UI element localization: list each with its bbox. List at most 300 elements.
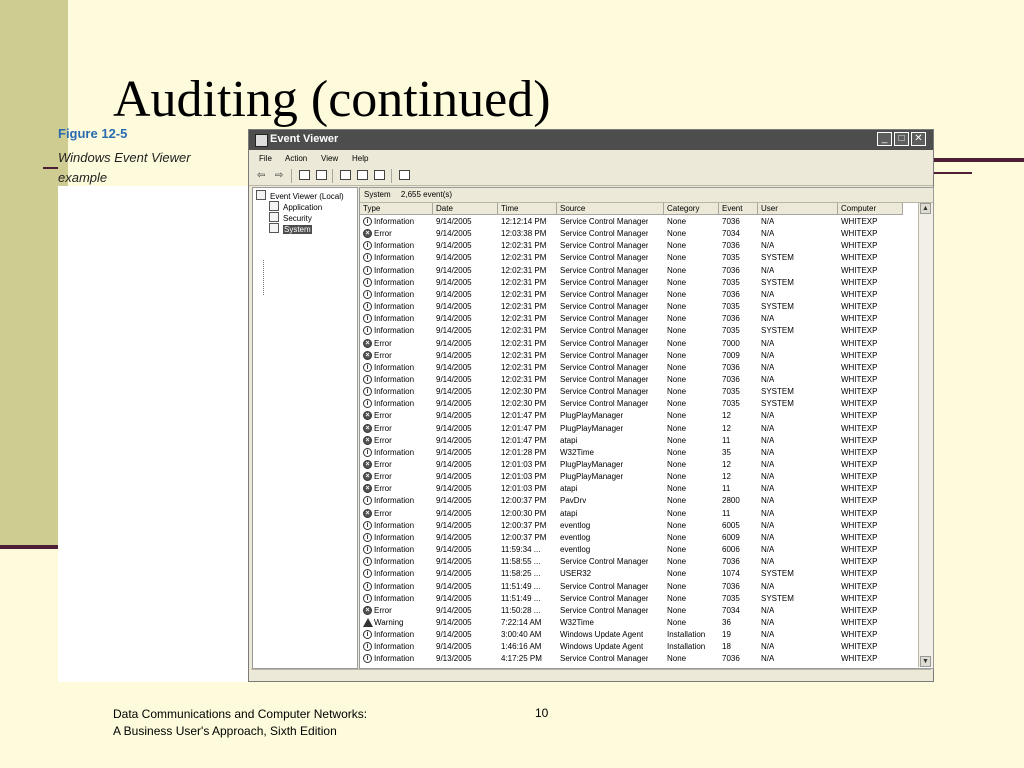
column-header-event[interactable]: Event [719, 203, 758, 215]
information-icon: i [363, 496, 372, 505]
cell-type: Information [374, 399, 415, 409]
cell-date: 9/14/2005 [436, 605, 472, 615]
cell-computer: WHITEXP [841, 326, 878, 336]
cell-user: N/A [761, 217, 775, 226]
cell-date: 9/14/2005 [436, 484, 472, 494]
event-row[interactable] [360, 556, 918, 568]
cell-category: None [667, 241, 687, 251]
column-header-time[interactable]: Time [498, 203, 557, 215]
cell-event: 7035 [722, 302, 740, 312]
cell-event: 11 [722, 508, 731, 518]
cell-category: None [667, 217, 687, 226]
menu-view[interactable]: View [321, 154, 339, 163]
event-row[interactable] [360, 435, 918, 447]
cell-source: Service Control Manager [560, 277, 649, 287]
cell-date: 9/14/2005 [436, 545, 472, 555]
cell-source: eventlog [560, 532, 591, 542]
cell-date: 9/14/2005 [436, 253, 472, 263]
cell-date: 9/14/2005 [436, 217, 472, 226]
cell-computer: WHITEXP [841, 253, 878, 263]
cell-category: None [667, 472, 687, 482]
event-row[interactable] [360, 568, 918, 580]
error-icon: × [363, 606, 372, 615]
cell-source: PlugPlayManager [560, 472, 624, 482]
cell-time: 12:02:31 PM [501, 314, 547, 324]
information-icon: i [363, 314, 372, 323]
menu-help[interactable]: Help [352, 154, 369, 163]
cell-type: Information [374, 241, 415, 251]
cell-user: N/A [761, 508, 775, 518]
cell-event: 36 [722, 617, 731, 627]
properties-icon[interactable] [340, 170, 351, 180]
cell-user: SYSTEM [761, 399, 794, 409]
column-header-category[interactable]: Category [664, 203, 719, 215]
cell-time: 3:00:40 AM [501, 630, 542, 640]
column-header-source[interactable]: Source [557, 203, 664, 215]
event-row[interactable] [360, 653, 918, 665]
cell-computer: WHITEXP [841, 569, 878, 579]
information-icon: i [363, 642, 372, 651]
information-icon: i [363, 594, 372, 603]
cell-time: 11:59:34 ... [501, 545, 541, 555]
cell-category: None [667, 508, 687, 518]
cell-category: None [667, 229, 687, 239]
cell-event: 7000 [722, 338, 740, 348]
cell-event: 6009 [722, 532, 740, 542]
cell-source: Service Control Manager [560, 302, 649, 312]
cell-user: N/A [761, 496, 775, 506]
cell-type: Error [374, 423, 392, 433]
cell-date: 9/14/2005 [436, 435, 472, 445]
event-row[interactable] [360, 605, 918, 617]
cell-time: 11:58:55 ... [501, 557, 541, 567]
event-row[interactable] [360, 252, 918, 264]
cell-computer: WHITEXP [841, 617, 878, 627]
cell-date: 9/14/2005 [436, 569, 472, 579]
cell-source: Service Control Manager [560, 399, 649, 409]
cell-date: 9/14/2005 [436, 302, 472, 312]
cell-user: SYSTEM [761, 593, 794, 603]
cell-time: 11:51:49 ... [501, 593, 541, 603]
window-title: Event Viewer [270, 133, 339, 145]
column-header-type[interactable]: Type [360, 203, 433, 215]
cell-user: N/A [761, 484, 775, 494]
cell-computer: WHITEXP [841, 362, 878, 372]
event-row[interactable] [360, 277, 918, 289]
cell-source: Service Control Manager [560, 314, 649, 324]
tree-connector [263, 260, 264, 295]
events-pane [359, 187, 934, 669]
cell-user: N/A [761, 642, 775, 652]
event-row[interactable] [360, 313, 918, 325]
back-arrow-icon[interactable]: ⇦ [257, 170, 266, 181]
cell-user: N/A [761, 460, 775, 469]
cell-user: N/A [761, 265, 775, 275]
cell-event: 7035 [722, 387, 740, 397]
information-icon: i [363, 387, 372, 396]
cell-category: None [667, 617, 687, 627]
cell-event: 7035 [722, 326, 740, 336]
show-hide-tree-icon[interactable] [316, 170, 327, 180]
cell-time: 12:01:47 PM [501, 423, 547, 433]
information-icon: i [363, 448, 372, 457]
toolbar [249, 167, 933, 186]
cell-source: PlugPlayManager [560, 411, 624, 421]
log-icon [269, 223, 279, 233]
cell-date: 9/14/2005 [436, 314, 472, 324]
cell-type: Information [374, 496, 415, 506]
event-row[interactable] [360, 362, 918, 374]
scroll-up-icon[interactable]: ▲ [920, 203, 931, 214]
cell-computer: WHITEXP [841, 350, 878, 360]
slide-rule-right-top [934, 158, 1024, 162]
cell-event: 6006 [722, 545, 740, 555]
toolbar-separator [291, 169, 292, 183]
cell-event: 7036 [722, 362, 740, 372]
event-row[interactable] [360, 325, 918, 337]
menu-bar [249, 150, 933, 167]
cell-event: 12 [722, 460, 731, 469]
cell-computer: WHITEXP [841, 229, 878, 239]
cell-type: Information [374, 532, 415, 542]
event-row[interactable] [360, 423, 918, 435]
cell-event: 7036 [722, 654, 740, 664]
cell-source: atapi [560, 508, 578, 518]
cell-computer: WHITEXP [841, 399, 878, 409]
cell-user: N/A [761, 435, 775, 445]
information-icon: i [363, 302, 372, 311]
information-icon: i [363, 569, 372, 578]
cell-date: 9/14/2005 [436, 508, 472, 518]
event-row[interactable] [360, 216, 918, 228]
event-row[interactable] [360, 265, 918, 277]
event-row[interactable] [360, 471, 918, 483]
cell-date: 9/14/2005 [436, 520, 472, 530]
cell-user: N/A [761, 532, 775, 542]
event-count: 2,655 event(s) [400, 190, 453, 199]
cell-type: Information [374, 654, 415, 664]
column-header-computer[interactable]: Computer [838, 203, 903, 215]
cell-date: 9/14/2005 [436, 387, 472, 397]
event-row[interactable] [360, 398, 918, 410]
cell-type: Information [374, 362, 415, 372]
cell-category: None [667, 423, 687, 433]
cell-time: 12:02:31 PM [501, 338, 547, 348]
event-row[interactable] [360, 301, 918, 313]
cell-computer: WHITEXP [841, 508, 878, 518]
cell-computer: WHITEXP [841, 387, 878, 397]
cell-type: Information [374, 289, 415, 299]
cell-event: 7036 [722, 265, 740, 275]
cell-user: N/A [761, 557, 775, 567]
event-row[interactable] [360, 641, 918, 653]
cell-user: N/A [761, 472, 775, 482]
cell-user: N/A [761, 654, 775, 664]
error-icon: × [363, 436, 372, 445]
cell-category: None [667, 605, 687, 615]
cell-type: Error [374, 411, 392, 421]
cell-date: 9/14/2005 [436, 472, 472, 482]
cell-category: None [667, 520, 687, 530]
error-icon: × [363, 424, 372, 433]
cell-date: 9/14/2005 [436, 447, 472, 457]
cell-computer: WHITEXP [841, 411, 878, 421]
cell-user: N/A [761, 350, 775, 360]
cell-category: None [667, 399, 687, 409]
cell-date: 9/14/2005 [436, 277, 472, 287]
cell-date: 9/14/2005 [436, 241, 472, 251]
information-icon: i [363, 533, 372, 542]
event-row[interactable] [360, 338, 918, 350]
event-row[interactable] [360, 459, 918, 471]
cell-date: 9/14/2005 [436, 630, 472, 640]
cell-type: Error [374, 229, 392, 239]
information-icon: i [363, 241, 372, 250]
forward-arrow-icon[interactable]: ⇨ [275, 170, 284, 181]
help-icon[interactable] [399, 170, 410, 180]
cell-type: Information [374, 314, 415, 324]
cell-type: Information [374, 520, 415, 530]
cell-source: atapi [560, 484, 578, 494]
cell-category: None [667, 581, 687, 591]
event-row[interactable] [360, 386, 918, 398]
cell-source: Service Control Manager [560, 581, 649, 591]
cell-user: N/A [761, 545, 775, 555]
cell-user: N/A [761, 229, 775, 239]
information-icon: i [363, 266, 372, 275]
cell-category: None [667, 302, 687, 312]
cell-computer: WHITEXP [841, 265, 878, 275]
cell-category: None [667, 387, 687, 397]
cell-category: None [667, 411, 687, 421]
cell-source: Service Control Manager [560, 350, 649, 360]
cell-source: Service Control Manager [560, 362, 649, 372]
cell-user: SYSTEM [761, 277, 794, 287]
slide-title: Auditing (continued) [113, 71, 551, 128]
cell-time: 1:46:16 AM [501, 642, 542, 652]
cell-event: 11 [722, 435, 731, 445]
cell-user: SYSTEM [761, 569, 794, 579]
event-row[interactable] [360, 544, 918, 556]
cell-event: 7034 [722, 229, 740, 239]
cell-category: Installation [667, 642, 706, 652]
cell-type: Information [374, 253, 415, 263]
cell-date: 9/14/2005 [436, 362, 472, 372]
cell-event: 7035 [722, 399, 740, 409]
cell-user: SYSTEM [761, 302, 794, 312]
cell-user: N/A [761, 447, 775, 457]
cell-event: 19 [722, 630, 731, 640]
event-row[interactable] [360, 581, 918, 593]
cell-type: Information [374, 569, 415, 579]
cell-user: N/A [761, 411, 775, 421]
cell-time: 12:01:47 PM [501, 411, 547, 421]
event-row[interactable] [360, 617, 918, 629]
cell-category: None [667, 374, 687, 384]
cell-computer: WHITEXP [841, 289, 878, 299]
error-icon: × [363, 411, 372, 420]
cell-time: 12:00:37 PM [501, 532, 547, 542]
menu-file[interactable]: File [259, 154, 272, 163]
cell-source: Windows Update Agent [560, 630, 644, 640]
close-button[interactable]: ✕ [911, 132, 926, 146]
cell-computer: WHITEXP [841, 435, 878, 445]
information-icon: i [363, 630, 372, 639]
cell-event: 7009 [722, 350, 740, 360]
cell-time: 12:01:28 PM [501, 447, 547, 457]
cell-computer: WHITEXP [841, 630, 878, 640]
title-bar[interactable] [249, 130, 933, 150]
cell-time: 12:02:31 PM [501, 326, 547, 336]
tree-item-application[interactable]: Application [269, 201, 322, 212]
cell-source: PlugPlayManager [560, 460, 624, 469]
error-icon: × [363, 460, 372, 469]
cell-computer: WHITEXP [841, 302, 878, 312]
cell-date: 9/14/2005 [436, 557, 472, 567]
cell-date: 9/14/2005 [436, 411, 472, 421]
menu-action[interactable]: Action [285, 154, 308, 163]
error-icon: × [363, 484, 372, 493]
event-row[interactable] [360, 289, 918, 301]
cell-source: Service Control Manager [560, 338, 649, 348]
cell-event: 6005 [722, 520, 740, 530]
event-row[interactable] [360, 374, 918, 386]
cell-source: Service Control Manager [560, 326, 649, 336]
footer-text: Data Communications and Computer Networks: A Business User's Approach, Sixth Edition [113, 707, 368, 738]
cell-computer: WHITEXP [841, 472, 878, 482]
cell-time: 12:02:31 PM [501, 253, 547, 263]
cell-category: None [667, 569, 687, 579]
up-one-level-icon[interactable] [299, 170, 310, 180]
cell-source: Service Control Manager [560, 593, 649, 603]
cell-time: 12:02:30 PM [501, 399, 547, 409]
event-row[interactable] [360, 495, 918, 507]
event-row[interactable] [360, 483, 918, 495]
cell-source: W32Time [560, 617, 594, 627]
cell-computer: WHITEXP [841, 654, 878, 664]
vertical-scrollbar[interactable] [918, 203, 933, 667]
computer-icon [256, 190, 266, 200]
tree-item-system[interactable]: System [269, 223, 312, 234]
information-icon: i [363, 253, 372, 262]
cell-date: 9/14/2005 [436, 496, 472, 506]
cell-date: 9/14/2005 [436, 532, 472, 542]
cell-event: 2800 [722, 496, 740, 506]
figure-label: Figure 12-5 [58, 126, 128, 141]
cell-date: 9/14/2005 [436, 289, 472, 299]
event-row[interactable] [360, 240, 918, 252]
cell-type: Information [374, 302, 415, 312]
column-header-date[interactable]: Date [433, 203, 498, 215]
column-header-user[interactable]: User [758, 203, 838, 215]
information-icon: i [363, 521, 372, 530]
cell-computer: WHITEXP [841, 314, 878, 324]
cell-event: 11 [722, 484, 731, 494]
cell-date: 9/14/2005 [436, 460, 472, 469]
cell-type: Error [374, 508, 392, 518]
cell-user: N/A [761, 241, 775, 251]
minimize-button[interactable]: _ [877, 132, 892, 146]
cell-date: 9/14/2005 [436, 617, 472, 627]
cell-computer: WHITEXP [841, 277, 878, 287]
information-icon: i [363, 326, 372, 335]
cell-date: 9/14/2005 [436, 399, 472, 409]
slide-rule-left [0, 545, 58, 549]
event-row[interactable] [360, 508, 918, 520]
maximize-button[interactable]: □ [894, 132, 909, 146]
cell-date: 9/14/2005 [436, 642, 472, 652]
event-row[interactable] [360, 520, 918, 532]
event-row[interactable] [360, 447, 918, 459]
slide-rule-accent [43, 167, 58, 169]
cell-type: Information [374, 217, 415, 226]
event-row[interactable] [360, 410, 918, 422]
cell-type: Information [374, 277, 415, 287]
cell-time: 7:22:14 AM [501, 617, 542, 627]
cell-event: 7034 [722, 605, 740, 615]
cell-user: N/A [761, 338, 775, 348]
cell-computer: WHITEXP [841, 605, 878, 615]
export-list-icon[interactable] [374, 170, 385, 180]
cell-time: 4:17:25 PM [501, 654, 542, 664]
event-row[interactable] [360, 629, 918, 641]
cell-event: 7035 [722, 593, 740, 603]
event-row[interactable] [360, 532, 918, 544]
cell-type: Information [374, 581, 415, 591]
cell-type: Information [374, 557, 415, 567]
cell-event: 35 [722, 447, 731, 457]
cell-computer: WHITEXP [841, 484, 878, 494]
cell-time: 11:51:49 ... [501, 581, 541, 591]
cell-computer: WHITEXP [841, 460, 878, 469]
cell-date: 9/14/2005 [436, 350, 472, 360]
cell-date: 9/14/2005 [436, 326, 472, 336]
cell-type: Information [374, 630, 415, 640]
cell-user: N/A [761, 362, 775, 372]
toolbar-separator [332, 169, 333, 183]
cell-computer: WHITEXP [841, 217, 878, 226]
error-icon: × [363, 351, 372, 360]
cell-source: Service Control Manager [560, 229, 649, 239]
cell-event: 18 [722, 642, 731, 652]
cell-source: W32Time [560, 447, 594, 457]
error-icon: × [363, 339, 372, 348]
cell-computer: WHITEXP [841, 581, 878, 591]
event-row[interactable] [360, 228, 918, 240]
tree-item-security[interactable]: Security [269, 212, 312, 223]
figure-background [58, 186, 248, 682]
cell-category: None [667, 447, 687, 457]
cell-date: 9/14/2005 [436, 229, 472, 239]
cell-user: N/A [761, 374, 775, 384]
cell-category: None [667, 593, 687, 603]
scroll-down-icon[interactable]: ▼ [920, 656, 931, 667]
cell-source: Service Control Manager [560, 289, 649, 299]
cell-type: Information [374, 387, 415, 397]
error-icon: × [363, 229, 372, 238]
tree-item-root[interactable]: Event Viewer (Local) [256, 190, 344, 201]
cell-category: None [667, 557, 687, 567]
event-row[interactable] [360, 593, 918, 605]
cell-computer: WHITEXP [841, 423, 878, 433]
cell-user: SYSTEM [761, 387, 794, 397]
cell-user: N/A [761, 617, 775, 627]
log-icon [269, 201, 279, 211]
cell-event: 7035 [722, 277, 740, 287]
refresh-icon[interactable] [357, 170, 368, 180]
cell-date: 9/14/2005 [436, 593, 472, 603]
event-row[interactable] [360, 350, 918, 362]
